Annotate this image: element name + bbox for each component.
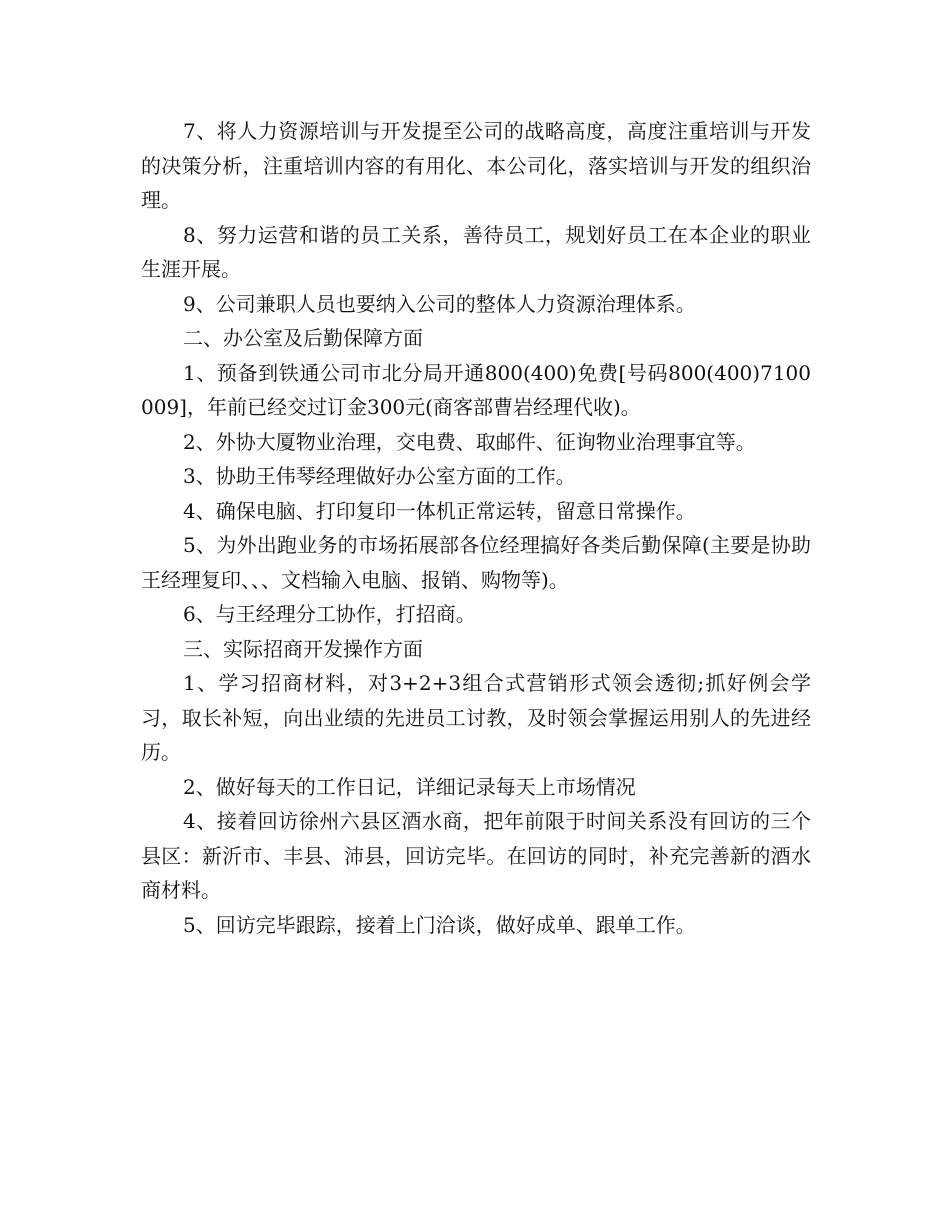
paragraph-5-follow-up: 5、回访完毕跟踪，接着上门洽谈，做好成单、跟单工作。 (183, 912, 696, 937)
section-heading-investment-operations: 三、实际招商开发操作方面 (183, 636, 423, 661)
paragraph-1-study-materials: 1、学习招商材料，对3+2+3组合式营销形式领会透彻;抓好例会学习，取长补短，向出业绩的先进员工讨教，及时领会掌握运用别人的先进经历。 (141, 671, 811, 764)
paragraph-9-part-time-staff: 9、公司兼职人员也要纳入公司的整体人力资源治理体系。 (183, 291, 696, 316)
paragraph-6-cooperation: 6、与王经理分工协作，打招商。 (183, 602, 476, 626)
paragraph-3-assist-manager: 3、协助王伟琴经理做好办公室方面的工作。 (183, 464, 576, 488)
paragraph-5-logistics-support: 5、为外出跑业务的市场拓展部各位经理搞好各类后勤保障(主要是协助王经理复印、、、文档输入电脑、报销、购物等)。 (141, 533, 811, 592)
paragraph-1-free-hotline: 1、预备到铁通公司市北分局开通800(400)免费[号码800(400)7100009]，年前已经交过订金300元(商客部曹岩经理代收)。 (141, 360, 811, 419)
paragraph-4-office-equipment: 4、确保电脑、打印复印一体机正常运转，留意日常操作。 (183, 498, 696, 523)
document-body (141, 114, 811, 942)
paragraph-2-property-management: 2、外协大厦物业治理，交电费、取邮件、征询物业治理事宜等。 (183, 429, 756, 454)
paragraph-4-revisit-dealers: 4、接着回访徐州六县区酒水商，把年前限于时间关系没有回访的三个县区：新沂市、丰县、沛县，回访完毕。在回访的同时，补充完善新的酒水商材料。 (141, 809, 811, 902)
paragraph-8-employee-relations: 8、努力运营和谐的员工关系，善待员工，规划好员工在本企业的职业生涯开展。 (141, 222, 811, 281)
paragraph-7-hr-training: 7、将人力资源培训与开发提至公司的战略高度，高度注重培训与开发的决策分析，注重培训内容的有用化、本公司化，落实培训与开发的组织治理。 (141, 119, 811, 212)
section-heading-office-logistics: 二、办公室及后勤保障方面 (183, 326, 423, 350)
paragraph-2-work-diary: 2、做好每天的工作日记，详细记录每天上市场情况 (183, 774, 636, 799)
